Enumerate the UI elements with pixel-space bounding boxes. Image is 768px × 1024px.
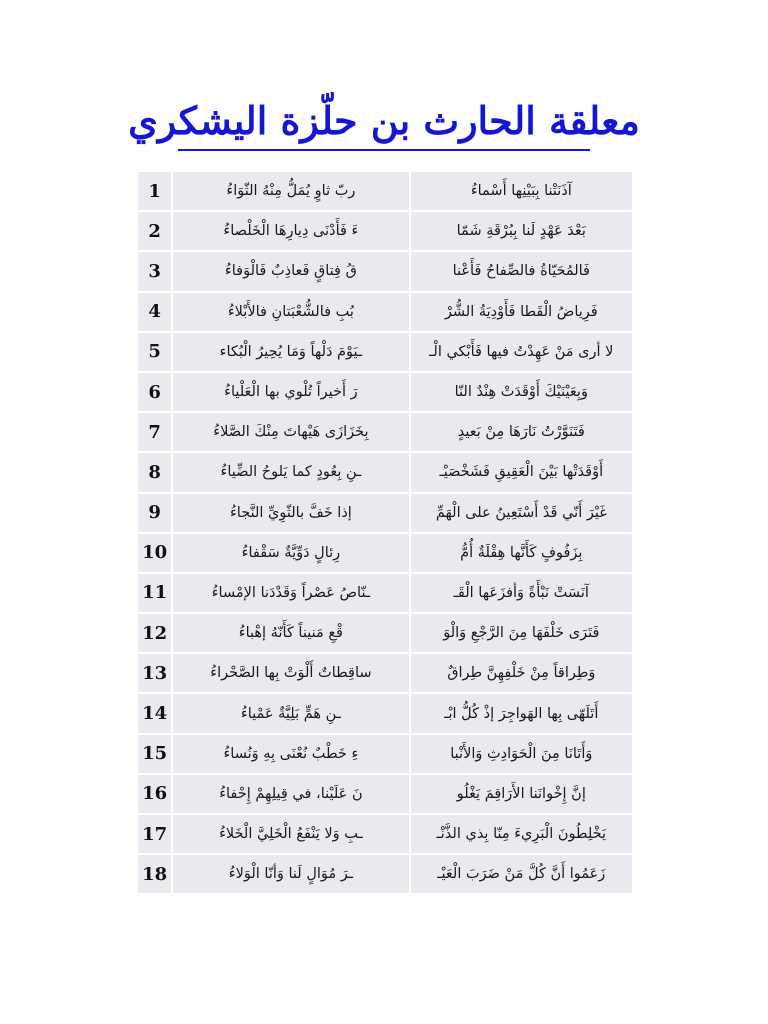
verse-row	[138, 574, 632, 614]
verse-second-hemistich: رَ أَخيراً تُلْوي بها الْعَلْياءُ	[173, 373, 408, 413]
verse-number: 3	[138, 252, 171, 292]
verse-second-hemistich: ءِ خَطْبٌ نُعْنَى بِهِ وَنُساءُ	[173, 735, 408, 775]
verse-row	[138, 373, 632, 413]
verse-row	[138, 333, 632, 373]
title-underline	[178, 149, 590, 151]
verse-first-hemistich: أَتَلَهّى بِها الهَواجِرَ إذْ كُلُّ ابْـ	[411, 694, 632, 734]
verse-number: 11	[138, 574, 171, 614]
verse-second-hemistich: ربّ ثاوٍ يُمَلُّ مِنْهُ الثّوَاءُ	[173, 172, 408, 212]
verse-number: 10	[138, 534, 171, 574]
verse-first-hemistich: يَخْلِطُونَ الْبَرِيءَ مِنّا بِذي الذَّنْـ	[411, 815, 632, 855]
verse-first-hemistich: لا أرى مَنْ عَهِدْتُ فيها فَأَبْكي الْـ	[411, 333, 632, 373]
verse-row	[138, 694, 632, 734]
verse-row	[138, 815, 632, 855]
verse-row	[138, 855, 632, 895]
verse-second-hemistich: قْعِ مَنيناً كَأَنّهُ إهْباءُ	[173, 614, 408, 654]
verse-second-hemistich: ـرَ مُوَالٍ لَنا وَأنّا الْوَلاءُ	[173, 855, 408, 895]
verse-number: 6	[138, 373, 171, 413]
verse-second-hemistich: ـنِ هَمٍّ بَلِيَّةٌ عَمْياءُ	[173, 694, 408, 734]
verse-first-hemistich: وَبِعَيْنَيْكَ أَوْقَدَتْ هِنْدٌ النّا	[411, 373, 632, 413]
verse-first-hemistich: زَعَمُوا أَنَّ كُلَّ مَنْ ضَرَبَ الْعَيْـ	[411, 855, 632, 895]
verse-second-hemistich: ـنّاصُ عَصْراً وَقَدْدَنا الإمْساءُ	[173, 574, 408, 614]
verse-row	[138, 494, 632, 534]
verse-row	[138, 453, 632, 493]
verse-first-hemistich: فَتَرَى خَلْفَهَا مِنَ الرَّجْعِ وَالْوَ	[411, 614, 632, 654]
verse-second-hemistich: بُبِ فالشُّعْبَتانِ فالأَبْلاءُ	[173, 293, 408, 333]
verse-second-hemistich: ـبِ وَلا يَنْفَعُ الْخَلِيَّ الْخَلاءُ	[173, 815, 408, 855]
verse-first-hemistich: غَيْرَ أَنّي قَدْ أَسْتَعِينُ على الْهَمِّ	[411, 494, 632, 534]
verse-first-hemistich: فَالمُحَيّاةُ فالصِّفاحُ فَأَعْنا	[411, 252, 632, 292]
verse-number: 15	[138, 735, 171, 775]
verse-row	[138, 534, 632, 574]
verse-second-hemistich: قُ فِتاقٍ فَعاذِبٌ فَالْوَفاءُ	[173, 252, 408, 292]
verse-number: 4	[138, 293, 171, 333]
verse-second-hemistich: ءَ فَأَدْنَى دِيارِهَا الْخَلْصاءُ	[173, 212, 408, 252]
verse-second-hemistich: رِئالٍ دَوِّيَّةٌ سَقْفاءُ	[173, 534, 408, 574]
verse-second-hemistich: إذا خَفَّ بالثّوِيِّ النَّجاءُ	[173, 494, 408, 534]
verse-first-hemistich: وَأَتَانَا مِنَ الْحَوَادِثِ وَالأَنْبا	[411, 735, 632, 775]
verse-number: 17	[138, 815, 171, 855]
verse-first-hemistich: آنَسَتْ نَبْأَةً وَأفزَعَها الْقَـ	[411, 574, 632, 614]
verse-first-hemistich: وَطِراقاً مِنْ خَلْفِهِنَّ طِراقٌ	[411, 654, 632, 694]
verse-first-hemistich: بِزَفُوفٍ كَأَنَّها هِقْلَةٌ أُمُّ	[411, 534, 632, 574]
verse-first-hemistich: آذَنَتْنا بِبَيْنِها أَسْماءُ	[411, 172, 632, 212]
verse-row	[138, 172, 632, 212]
verse-row	[138, 654, 632, 694]
verse-first-hemistich: فَتَنَوَّرْتُ نَارَهَا مِنْ بَعيدٍ	[411, 413, 632, 453]
verse-number: 9	[138, 494, 171, 534]
verse-first-hemistich: إنَّ إِخْوانَنا الأَرَاقِمَ يَغْلُو	[411, 775, 632, 815]
verse-second-hemistich: بِخَزَازَى هَيْهاتَ مِنْكَ الصَّلاءُ	[173, 413, 408, 453]
verse-second-hemistich: نَ عَلَيْنا، في قِيلِهِمْ إِحْفاءُ	[173, 775, 408, 815]
verse-second-hemistich: ساقِطاتٌ أَلْوَتْ بِها الصَّحْراءُ	[173, 654, 408, 694]
verse-second-hemistich: ـيَوْمَ دَلْهاً وَمَا يُحِيرُ الْبُكاء	[173, 333, 408, 373]
verse-number: 2	[138, 212, 171, 252]
verse-number: 14	[138, 694, 171, 734]
verse-number: 18	[138, 855, 171, 895]
verse-row	[138, 212, 632, 252]
poem-table	[138, 172, 632, 895]
verse-row	[138, 293, 632, 333]
verse-number: 16	[138, 775, 171, 815]
verse-number: 7	[138, 413, 171, 453]
verse-row	[138, 413, 632, 453]
verse-number: 5	[138, 333, 171, 373]
verse-first-hemistich: أَوْقَدَتْها بَيْنَ الْعَقِيقِ فَشَخْصَيْـ	[411, 453, 632, 493]
verse-row	[138, 614, 632, 654]
verse-second-hemistich: ـنِ بِعُودٍ كما يَلوحُ الضِّياءُ	[173, 453, 408, 493]
page-title: معلقة الحارث بن حلّزة اليشكري	[128, 98, 640, 143]
verse-row	[138, 735, 632, 775]
verse-first-hemistich: بَعْدَ عَهْدٍ لَنا بِبُرْقَةِ شَمّا	[411, 212, 632, 252]
verse-first-hemistich: فَرِياضُ الْقَطا فَأَوْدِيَةُ الشُّرْ	[411, 293, 632, 333]
verse-number: 8	[138, 453, 171, 493]
verse-number: 13	[138, 654, 171, 694]
verse-number: 1	[138, 172, 171, 212]
verse-number: 12	[138, 614, 171, 654]
verse-row	[138, 775, 632, 815]
verse-row	[138, 252, 632, 292]
